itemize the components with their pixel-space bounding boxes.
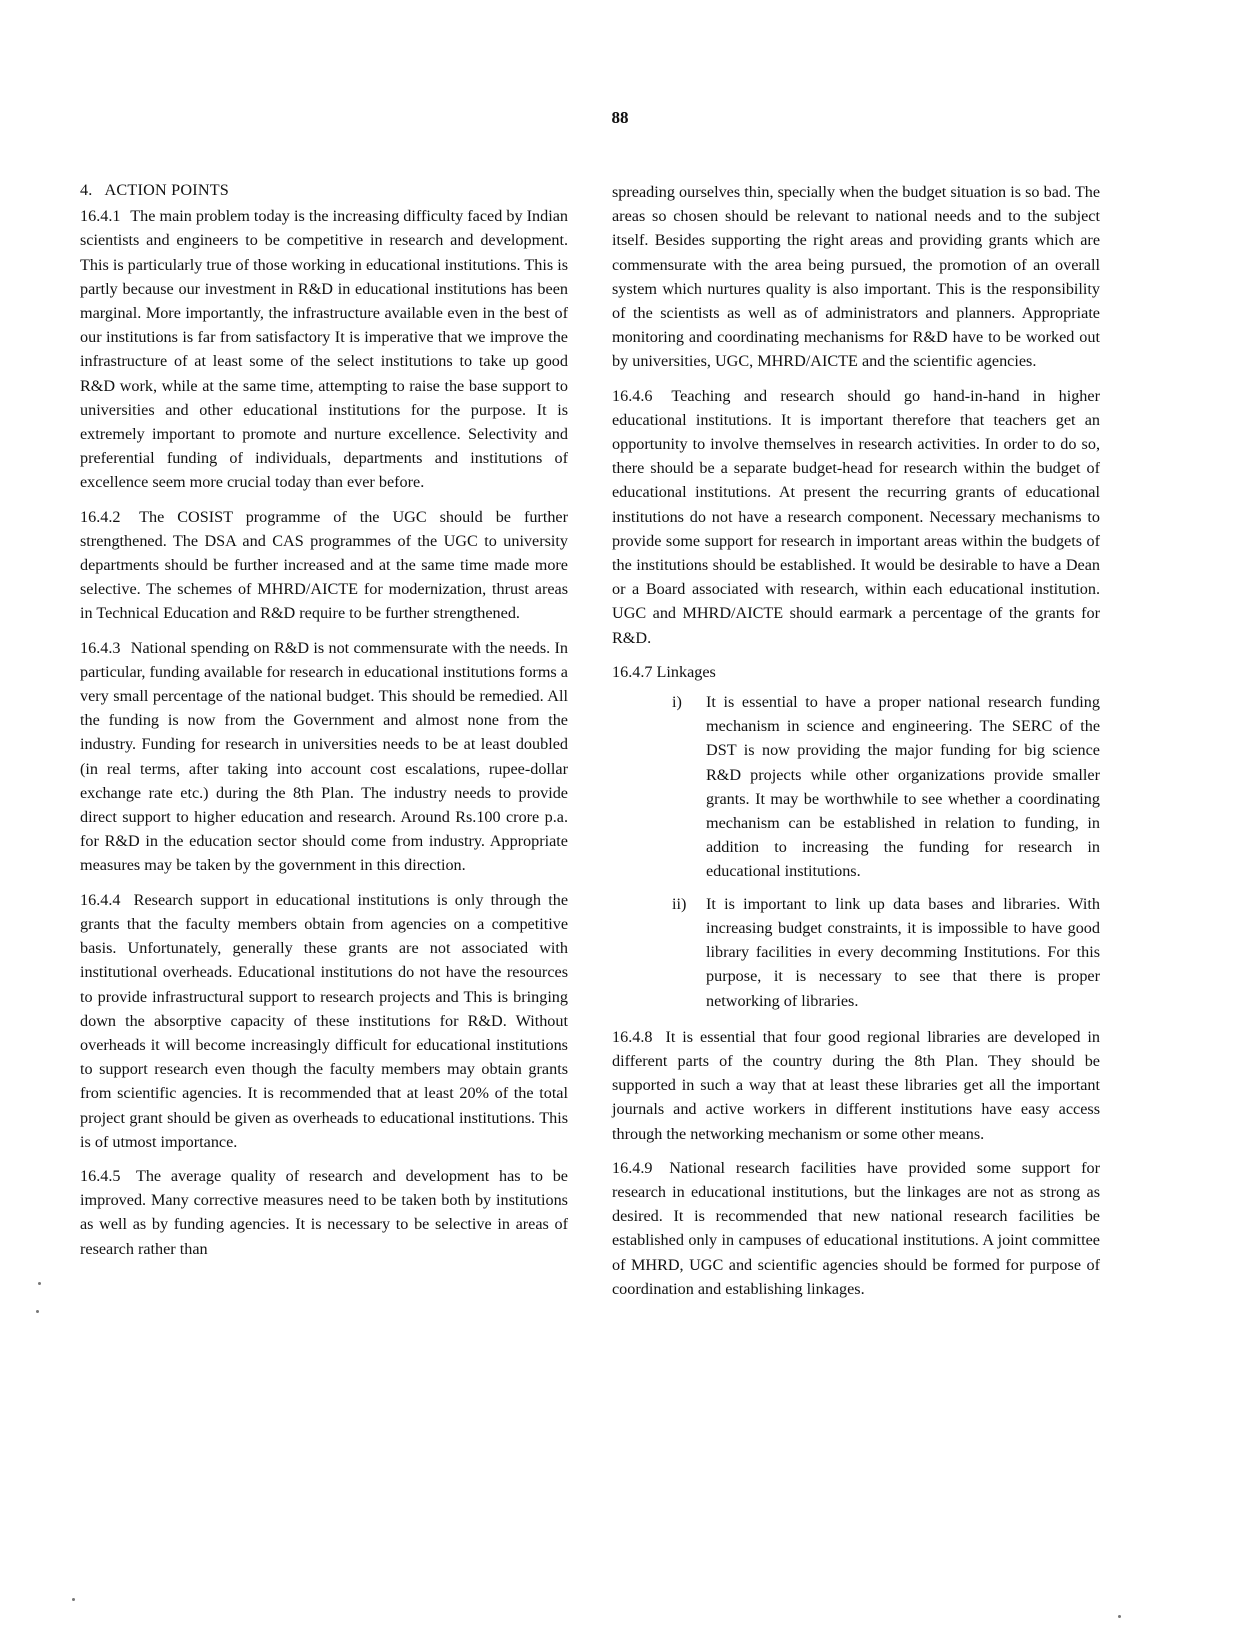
paragraph-text: The COSIST programme of the UGC should be further strengthened. The DSA and CAS programmes of the UGC to university departments should be further increased and at the same time made more selective. The schemes of MHRD/AICTE for modernization, thrust areas in Technical Education and R&D require to be further strengthened. bbox=[80, 507, 568, 623]
paragraph-number: 16.4.8 bbox=[612, 1027, 653, 1046]
list-marker: ii) bbox=[672, 894, 687, 913]
paragraph-16-4-2 bbox=[80, 505, 568, 626]
list-item bbox=[612, 892, 1100, 1013]
linkages-heading bbox=[612, 660, 1100, 684]
paragraph-16-4-9 bbox=[612, 1156, 1100, 1301]
list-item-text: It is essential to have a proper national research funding mechanism in science and engineering. The SERC of the DST is now providing the major funding for big science R&D projects while other organizations provide smaller grants. It may be worthwhile to see whether a coordinating mechanism can be established in relation to funding, in addition to increasing the funding for research in educational institutions. bbox=[706, 693, 1100, 881]
paragraph-16-4-4 bbox=[80, 888, 568, 1154]
linkages-list bbox=[612, 690, 1100, 1013]
scan-speck bbox=[38, 1282, 41, 1285]
paragraph-text: National research facilities have provided some support for research in educational institutions, but the linkages are not as strong as desired. It is recommended that new national research facilities be established only in campuses of educational institutions. A joint committee of MHRD, UGC and scientific agencies should be formed for purpose of coordination and establishing linkages. bbox=[612, 1158, 1101, 1298]
paragraph-16-4-8 bbox=[612, 1025, 1100, 1146]
paragraph-text: National spending on R&D is not commensurate with the needs. In particular, funding available for research in educational institutions forms a very small percentage of the national budget. This should be remedied. All the funding is now from the Government and almost none from the industry. Funding for research in universities needs to be at least doubled (in real terms, after taking into account cost escalations, rupee-dollar exchange rate etc.) during the 8th Plan. The industry needs to provide direct support to higher education and research. Around Rs.100 crore p.a. for R&D in the education sector should come from industry. Appropriate measures may be taken by the government in this direction. bbox=[80, 638, 568, 875]
paragraph-number: 16.4.2 bbox=[80, 507, 121, 526]
scan-speck bbox=[36, 1310, 39, 1313]
subheading-title: Linkages bbox=[656, 662, 716, 681]
section-title: ACTION POINTS bbox=[104, 181, 230, 199]
paragraph-text: It is essential that four good regional libraries are developed in different parts of the country during the 8th Plan. They should be supported in such a way that at least these libraries get all the important journals and active workers in different institutions have easy access through the networking mechanism or some other means. bbox=[612, 1027, 1100, 1143]
paragraph-number: 16.4.3 bbox=[80, 638, 121, 657]
scan-speck bbox=[1118, 1615, 1121, 1618]
paragraph-16-4-5-continued bbox=[612, 180, 1100, 374]
list-marker: i) bbox=[672, 693, 682, 712]
page-number: 88 bbox=[611, 108, 629, 127]
paragraph-number: 16.4.7 bbox=[612, 662, 653, 681]
paragraph-number: 16.4.6 bbox=[612, 386, 653, 405]
paragraph-16-4-3 bbox=[80, 636, 568, 878]
section-heading bbox=[80, 178, 568, 202]
section-number: 4. bbox=[80, 181, 93, 199]
list-item bbox=[612, 690, 1100, 884]
paragraph-number: 16.4.4 bbox=[80, 890, 121, 909]
paragraph-16-4-6 bbox=[612, 384, 1100, 650]
paragraph-number: 16.4.9 bbox=[612, 1158, 653, 1177]
paragraph-16-4-1 bbox=[80, 204, 568, 494]
scan-speck bbox=[72, 1598, 75, 1601]
paragraph-text: Teaching and research should go hand-in-hand in higher educational institutions. It is important therefore that teachers get an opportunity to involve themselves in research activities. In order to do so, there should be a separate budget-head for research within the budget of educational institutions. At present the recurring grants of educational institutions do not have a research component. Necessary mechanisms to provide some support for research in important areas within the budgets of the institutions should be established. It would be desirable to have a Dean or a Board associated with research, within each educational institution. UGC and MHRD/AICTE should earmark a percentage of the grants for R&D. bbox=[612, 386, 1100, 647]
paragraph-number: 16.4.5 bbox=[80, 1166, 121, 1185]
paragraph-text: Research support in educational institutions is only through the grants that the faculty members obtain from agencies on a competitive basis. Unfortunately, generally these grants are not associated with institutional overheads. Educational institutions do not have the resources to provide infrastructural support to research projects and This is bringing down the absorptive capacity of these institutions for R&D. Without overheads it will become increasingly difficult for educational institutions to support research even though the faculty members may obtain grants from scientific agencies. It is recommended that at least 20% of the total project grant should be given as overheads to educational institutions. This is of utmost importance. bbox=[80, 890, 569, 1151]
paragraph-number: 16.4.1 bbox=[80, 207, 121, 226]
list-item-text: It is important to link up data bases and libraries. With increasing budget constraints, it is impossible to have good library facilities in every decomming Institutions. For this purpose, it is necessary to see that there is proper networking of libraries. bbox=[706, 894, 1100, 1010]
paragraph-16-4-5 bbox=[80, 1164, 568, 1261]
left-column bbox=[80, 178, 568, 1271]
right-column bbox=[612, 180, 1100, 1311]
paragraph-text: The average quality of research and development has to be improved. Many corrective measures need to be taken both by institutions as well as by funding agencies. It is necessary to be selective in areas of research rather than bbox=[80, 1166, 568, 1258]
paragraph-text: spreading ourselves thin, specially when the budget situation is so bad. The areas so chosen should be relevant to national needs and to the subject itself. Besides supporting the right areas and providing grants which are commensurate with the area being pursued, the promotion of an overall system which nurtures quality is also important. This is the responsibility of the scientists as well as of administrators and planners. Appropriate monitoring and coordinating mechanisms for R&D have to be worked out by universities, UGC, MHRD/AICTE and the scientific agencies. bbox=[612, 183, 1100, 371]
paragraph-text: The main problem today is the increasing difficulty faced by Indian scientists and engineers to be competitive in research and development. This is particularly true of those working in educational institutions. This is partly because our investment in R&D in educational institutions has been marginal. More importantly, the infrastructure available even in the best of our institutions is far from satisfactory It is imperative that we improve the infrastructure of at least some of the select institutions to take up good R&D work, while at the same time, attempting to raise the base support to universities and other educational institutions for the purpose. It is extremely important to promote and nurture excellence. Selectivity and preferential funding of individuals, departments and institutions of excellence seem more crucial today than ever before. bbox=[80, 207, 568, 492]
